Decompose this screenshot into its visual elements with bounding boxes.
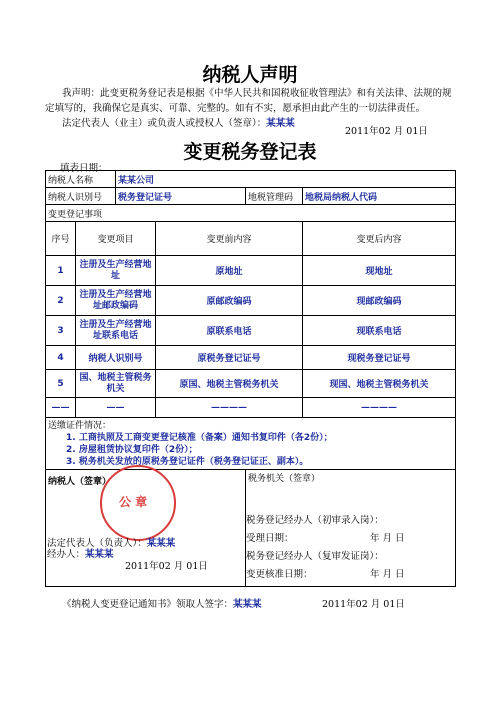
handler-label: 税务登记经办人（初审录入岗）： [246,515,384,526]
declaration-date: 2011年02 月 01日 [345,126,428,137]
row-no: 5 [46,370,76,398]
row-before: 原邮政编码 [156,286,303,316]
change-section-row [46,205,456,222]
footer-date: 2011年02 月 01日 [322,599,405,610]
row-item: —— [76,398,156,418]
tax-authority-label: 税务机关（签章） [248,474,321,484]
declaration-signer-value: 某某某 [266,118,295,129]
table-row [46,256,456,286]
fill-date-label: 填表日期： [60,163,108,174]
row-item: 注册及生产经营地址 [76,256,156,286]
declaration-signer-label: 法定代表人（业主）或负责人或授权人（签章）： [62,118,267,129]
footer-label: 《纳税人变更登记通知书》领取人签字： [62,599,234,610]
taxpayer-name-value: 某某公司 [116,171,456,188]
table-row [46,346,456,370]
agent [47,546,114,560]
row-before: 原国、地税主管税务机关 [156,370,303,398]
row-no: 2 [46,286,76,316]
table-row [46,316,456,346]
taxpayer-sign-date: 2011年02 月 01日 [125,561,208,572]
legal-rep-value: 某某某 [146,538,176,549]
accept-date-blank: 年 月 日 [370,533,405,544]
documents-item-2: 2. 房屋租赁协议复印件（2份）； [66,445,198,455]
row-after: 现邮政编码 [303,286,456,316]
documents-item-1: 1. 工商执照及工商变更登记核准（备案）通知书复印件（各2份）； [66,433,333,443]
declaration-text-line2: 定填写的，我确保它是真实、可靠、完整的。如有不实，愿承担由此产生的一切法律责任。 [45,103,426,114]
header-before: 变更前内容 [156,222,303,256]
declaration-title: 纳税人声明 [202,64,298,86]
row-no: 4 [46,346,76,370]
agent-value: 某某某 [85,549,114,560]
row-item: 纳税人识别号 [76,346,156,370]
row-no: 1 [46,256,76,286]
legal-rep-label: 法定代表人（负责人）： [47,538,147,549]
row-after: 现国、地税主管税务机关 [303,370,456,398]
row-after: 现税务登记证号 [303,346,456,370]
change-section-label: 变更登记事项 [46,205,456,222]
header-item: 变更项目 [76,222,156,256]
header-no: 序号 [46,222,76,256]
row-after: 现地址 [303,256,456,286]
documents-cell [46,418,456,470]
taxpayer-sign-label: 纳税人（签章） [48,477,112,487]
taxpayer-id-value: 税务登记证号 [116,188,246,205]
declaration-signer [62,116,295,131]
documents-label: 送缴证件情况： [48,421,112,431]
form-title: 变更税务登记表 [183,141,317,163]
row-after: 现联系电话 [303,316,456,346]
row-before: ———— [156,398,303,418]
tax-code-value: 地税局纳税人代码 [303,188,456,205]
table-row [46,370,456,398]
agent-label: 经办人： [47,549,86,560]
documents-row [46,418,456,470]
table-row [46,286,456,316]
row-no: 3 [46,316,76,346]
table-row [46,398,456,418]
header-after: 变更后内容 [303,222,456,256]
footer-receiver [62,596,262,610]
row-item: 注册及生产经营地址联系电话 [76,316,156,346]
row-before: 原联系电话 [156,316,303,346]
seal-text: 公 章 [119,495,148,509]
row-before: 原税务登记证号 [156,346,303,370]
accept-date-label: 受理日期： [246,533,294,544]
approve-date-blank: 年 月 日 [370,569,405,580]
official-seal [100,465,176,541]
row-after: ———— [303,398,456,418]
approve-date-label: 变更核准日期： [246,569,313,580]
row-item: 国、地税主管税务机关 [76,370,156,398]
taxpayer-name-label: 纳税人名称 [46,171,116,188]
reviewer-label: 税务登记经办人（复审发证岗）： [246,551,384,562]
footer-value: 某某某 [233,599,262,610]
taxpayer-id-row [46,188,456,205]
table-header-row [46,222,456,256]
tax-code-label: 地税管理码 [246,188,303,205]
row-item: 注册及生产经营地址邮政编码 [76,286,156,316]
row-no: —— [46,398,76,418]
row-before: 原地址 [156,256,303,286]
documents-item-3: 3. 税务机关发放的原税务登记证件（税务登记证正、副本）。 [66,457,309,467]
declaration-text-line1: 我声明：此变更税务登记表是根据《中华人民共和国税收征收管理法》和有关法律、法规的规 [62,88,452,99]
taxpayer-name-row [46,171,456,188]
taxpayer-id-label: 纳税人识别号 [46,188,116,205]
